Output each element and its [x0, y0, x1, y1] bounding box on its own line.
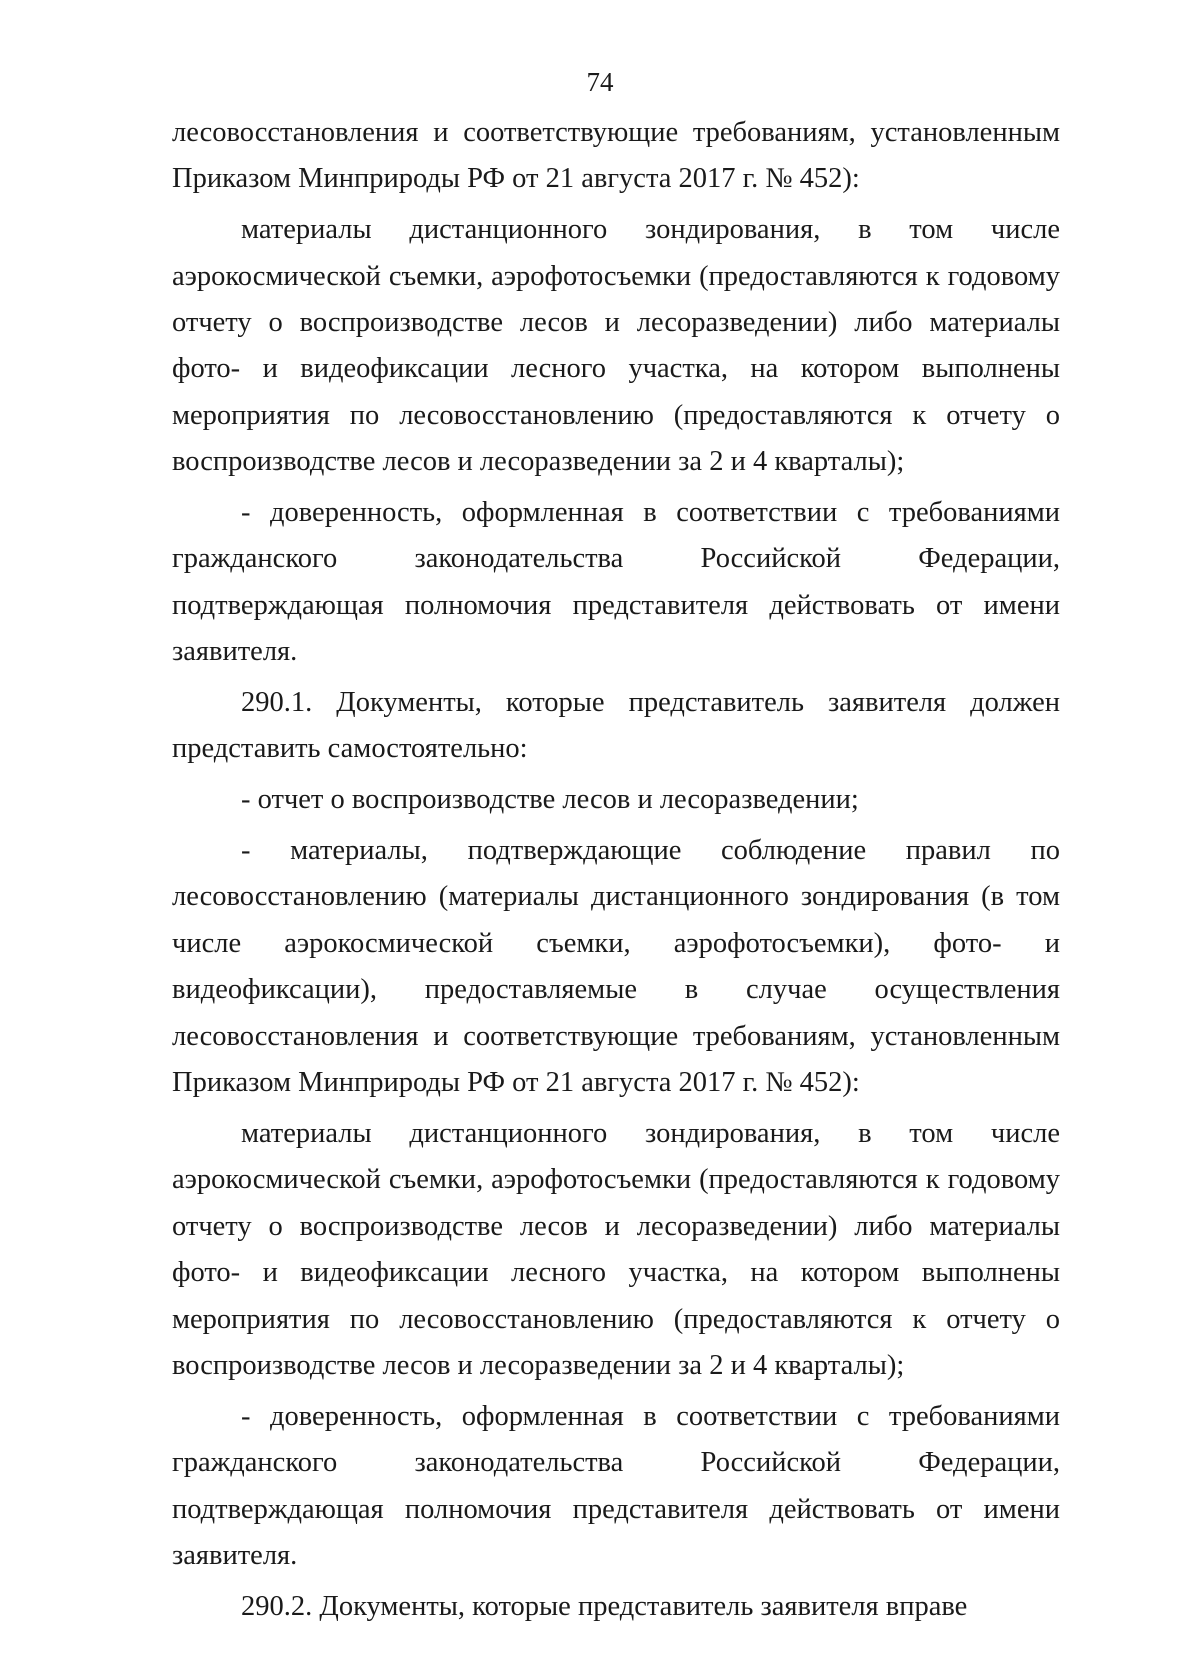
paragraph-9: 290.2. Документы, которые представитель заявителя вправе — [241, 1590, 968, 1622]
document-body — [172, 110, 1060, 1635]
paragraph-5: - отчет о воспроизводстве лесов и лесоразведении; — [241, 784, 859, 816]
page-number: 74 — [586, 67, 614, 97]
paragraph-6: - материалы, подтверждающие соблюдение правил по лесовосстановлению (материалы дистанционного зондирования (в том числе аэрокосмической съемки, аэрофотосъемки), фото- и видеофиксации), предоставляемые в случае осуществления лесовосстановления и соответствующие требованиям, установленным Приказом Минприроды РФ от 21 августа 2017 г. № 452): — [172, 835, 1060, 1099]
paragraph-4: 290.1. Документы, которые представитель заявителя должен представить самостоятельно: — [172, 687, 1060, 765]
paragraph-3: - доверенность, оформленная в соответствии с требованиями гражданского законодательства Российской Федерации, подтверждающая полномочия представителя действовать от имени заявителя. — [172, 497, 1060, 668]
paragraph-2: материалы дистанционного зондирования, в том числе аэрокосмической съемки, аэрофотосъемки (предоставляются к годовому отчету о воспроизводстве лесов и лесоразведении) либо материалы фото- и видеофиксации лесного участка, на котором выполнены мероприятия по лесовосстановлению (предоставляются к отчету о воспроизводстве лесов и лесоразведении за 2 и 4 кварталы); — [172, 214, 1060, 478]
paragraph-7: материалы дистанционного зондирования, в том числе аэрокосмической съемки, аэрофотосъемки (предоставляются к годовому отчету о воспроизводстве лесов и лесоразведении) либо материалы фото- и видеофиксации лесного участка, на котором выполнены мероприятия по лесовосстановлению (предоставляются к отчету о воспроизводстве лесов и лесоразведении за 2 и 4 кварталы); — [172, 1117, 1060, 1381]
paragraph-8: - доверенность, оформленная в соответствии с требованиями гражданского законодательства Российской Федерации, подтверждающая полномочия представителя действовать от имени заявителя. — [172, 1400, 1060, 1571]
paragraph-1: лесовосстановления и соответствующие требованиям, установленным Приказом Минприроды РФ от 21 августа 2017 г. № 452): — [172, 117, 1060, 195]
